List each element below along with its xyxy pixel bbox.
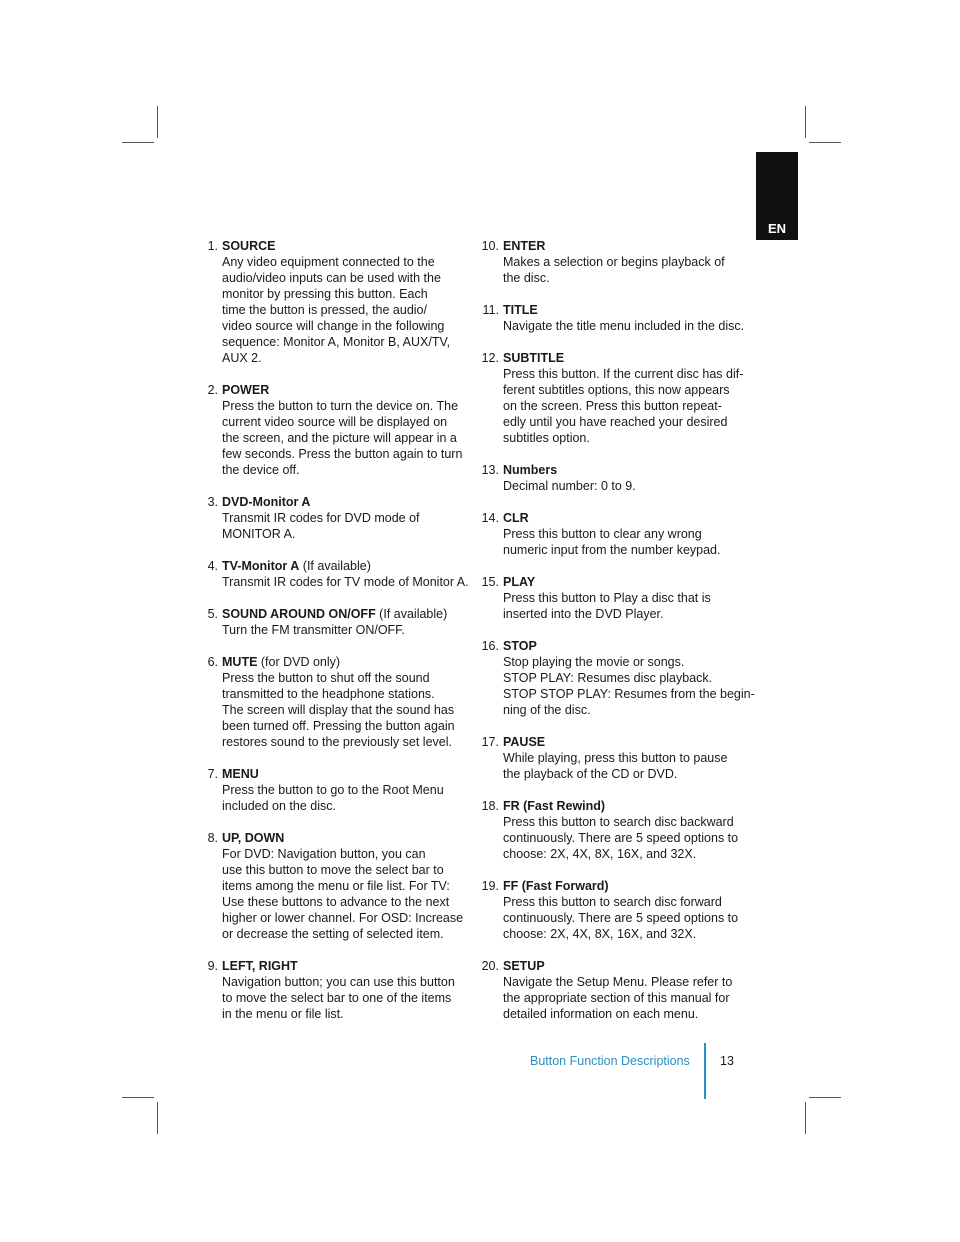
item-text-line: Navigation button; you can use this button [222, 975, 455, 989]
language-tab-label: EN [767, 221, 787, 236]
item-text-line: use this button to move the select bar to [222, 863, 444, 877]
item-text-line: included on the disc. [222, 799, 336, 813]
item-text-line: ferent subtitles options, this now appears [503, 383, 730, 397]
item-body [499, 574, 740, 622]
list-item [200, 606, 470, 638]
item-title: STOP [503, 639, 537, 653]
item-body [218, 766, 470, 814]
item-body [499, 238, 740, 286]
item-heading [503, 462, 740, 478]
item-title: POWER [222, 383, 270, 397]
item-number: 5. [207, 607, 218, 621]
item-text-line: to move the select bar to one of the items [222, 991, 452, 1005]
list-item [200, 958, 470, 1022]
item-title: LEFT, RIGHT [222, 959, 298, 973]
footer-divider [704, 1043, 706, 1099]
item-heading [222, 606, 470, 622]
item-text-line: Transmit IR codes for TV mode of Monitor A. [222, 575, 469, 589]
item-number: 4. [207, 559, 218, 573]
list-item [200, 766, 470, 814]
item-text-line: Navigate the title menu included in the disc. [503, 319, 745, 333]
list-item [475, 302, 745, 334]
footer-section-label: Button Function Descriptions [530, 1054, 690, 1068]
item-text-line: Press this button to clear any wrong [503, 527, 702, 541]
item-body [499, 878, 740, 942]
item-text-line: monitor by pressing this button. Each [222, 287, 428, 301]
item-text-line: continuously. There are 5 speed options to [503, 831, 739, 845]
item-text-line: or decrease the setting of selected item. [222, 927, 444, 941]
item-number: 18. [481, 799, 499, 813]
list-item [475, 878, 740, 942]
item-number: 3. [207, 495, 218, 509]
item-body [218, 606, 470, 638]
item-title: PLAY [503, 575, 536, 589]
item-title: ENTER [503, 239, 546, 253]
item-title: PAUSE [503, 735, 546, 749]
item-title: SUBTITLE [503, 351, 565, 365]
item-body [499, 734, 740, 782]
item-text-line: few seconds. Press the button again to turn [222, 447, 463, 461]
item-text-line: Transmit IR codes for DVD mode of [222, 511, 420, 525]
item-text-line: choose: 2X, 4X, 8X, 16X, and 32X. [503, 847, 697, 861]
item-title-note: (If available) [299, 559, 371, 573]
item-title: FR (Fast Rewind) [503, 799, 606, 813]
item-text-line: time the button is pressed, the audio/ [222, 303, 427, 317]
crop-mark [809, 1097, 841, 1098]
item-text-line: Press this button. If the current disc has dif- [503, 367, 744, 381]
item-body [499, 958, 740, 1022]
item-text-line: the appropriate section of this manual for [503, 991, 730, 1005]
crop-mark [122, 1097, 154, 1098]
item-number: 2. [207, 383, 218, 397]
item-number: 6. [207, 655, 218, 669]
list-item [200, 558, 470, 590]
item-heading [222, 238, 470, 254]
page-number: 13 [720, 1054, 734, 1068]
item-text-line: higher or lower channel. For OSD: Increase [222, 911, 464, 925]
item-text-line: Press the button to turn the device on. The [222, 399, 459, 413]
item-heading [222, 830, 470, 846]
crop-mark [122, 142, 154, 143]
item-heading [503, 638, 755, 654]
item-text-line: Use these buttons to advance to the next [222, 895, 450, 909]
language-tab [756, 152, 798, 240]
item-text-line: items among the menu or file list. For TV: [222, 879, 450, 893]
item-title: SOUND AROUND ON/OFF [222, 607, 376, 621]
item-title: FF (Fast Forward) [503, 879, 609, 893]
item-body [499, 510, 740, 558]
item-heading [503, 798, 740, 814]
item-text-line: The screen will display that the sound has [222, 703, 455, 717]
item-text-line: been turned off. Pressing the button again [222, 719, 455, 733]
item-text-line: subtitles option. [503, 431, 590, 445]
item-text-line: STOP PLAY: Resumes disc playback. [503, 671, 713, 685]
item-heading [503, 510, 740, 526]
item-body [499, 302, 744, 334]
list-item [200, 830, 470, 942]
item-body [218, 654, 470, 750]
item-heading [503, 878, 740, 894]
item-heading [503, 350, 743, 366]
item-body [218, 238, 470, 366]
item-body [499, 638, 755, 718]
item-text-line: Stop playing the movie or songs. [503, 655, 685, 669]
crop-mark [157, 1102, 158, 1134]
item-text-line: choose: 2X, 4X, 8X, 16X, and 32X. [503, 927, 697, 941]
item-text-line: ning of the disc. [503, 703, 591, 717]
item-number: 17. [481, 735, 499, 749]
list-item [475, 462, 740, 494]
item-text-line: For DVD: Navigation button, you can [222, 847, 426, 861]
item-text-line: audio/video inputs can be used with the [222, 271, 441, 285]
item-text-line: While playing, press this button to pause [503, 751, 728, 765]
item-number: 15. [481, 575, 499, 589]
item-title: MUTE [222, 655, 258, 669]
item-title: TV-Monitor A [222, 559, 300, 573]
item-text-line: on the screen. Press this button repeat- [503, 399, 722, 413]
item-body [218, 830, 470, 942]
item-text-line: sequence: Monitor A, Monitor B, AUX/TV, [222, 335, 451, 349]
item-title: Numbers [503, 463, 558, 477]
item-text-line: Makes a selection or begins playback of [503, 255, 725, 269]
item-number: 19. [481, 879, 499, 893]
list-item [200, 382, 470, 478]
item-text-line: current video source will be displayed on [222, 415, 448, 429]
item-number: 9. [207, 959, 218, 973]
list-item [475, 238, 740, 286]
item-body [218, 558, 470, 590]
item-text-line: transmitted to the headphone stations. [222, 687, 435, 701]
item-title-note: (If available) [375, 607, 448, 621]
list-item [475, 510, 740, 558]
item-heading [222, 766, 470, 782]
item-text-line: restores sound to the previously set level. [222, 735, 452, 749]
item-text-line: edly until you have reached your desired [503, 415, 728, 429]
item-body [218, 382, 470, 478]
list-item [200, 238, 470, 366]
crop-mark [805, 106, 806, 138]
list-item [475, 734, 740, 782]
item-text-line: MONITOR A. [222, 527, 296, 541]
item-text-line: detailed information on each menu. [503, 1007, 699, 1021]
item-title: SOURCE [222, 239, 276, 253]
left-column [200, 238, 470, 1038]
item-heading [503, 238, 740, 254]
item-heading [222, 958, 470, 974]
item-text-line: Press this button to Play a disc that is [503, 591, 711, 605]
item-text-line: Press the button to go to the Root Menu [222, 783, 444, 797]
item-text-line: inserted into the DVD Player. [503, 607, 664, 621]
list-item [475, 798, 740, 862]
item-number: 1. [207, 239, 218, 253]
item-text-line: video source will change in the following [222, 319, 445, 333]
item-text-line: the screen, and the picture will appear in a [222, 431, 457, 445]
item-number: 20. [481, 959, 499, 973]
item-text-line: in the menu or file list. [222, 1007, 344, 1021]
item-title: DVD-Monitor A [222, 495, 311, 509]
item-title: TITLE [503, 303, 538, 317]
item-text-line: Any video equipment connected to the [222, 255, 435, 269]
item-body [499, 462, 740, 494]
list-item [475, 638, 755, 718]
item-title: SETUP [503, 959, 545, 973]
crop-mark [809, 142, 841, 143]
item-heading [503, 574, 740, 590]
item-title: MENU [222, 767, 259, 781]
item-body [218, 958, 470, 1022]
item-text-line: the device off. [222, 463, 300, 477]
item-text-line: continuously. There are 5 speed options to [503, 911, 739, 925]
right-column [475, 238, 755, 1038]
item-number: 7. [207, 767, 218, 781]
item-body [499, 798, 740, 862]
item-number: 14. [481, 511, 499, 525]
item-text-line: Press the button to shut off the sound [222, 671, 430, 685]
item-text-line: the playback of the CD or DVD. [503, 767, 678, 781]
item-heading [222, 654, 470, 670]
item-title-note: (for DVD only) [257, 655, 341, 669]
item-number: 16. [481, 639, 499, 653]
item-title: UP, DOWN [222, 831, 285, 845]
item-text-line: AUX 2. [222, 351, 262, 365]
item-title: CLR [503, 511, 529, 525]
item-text-line: Press this button to search disc backward [503, 815, 734, 829]
item-text-line: the disc. [503, 271, 550, 285]
item-text-line: Turn the FM transmitter ON/OFF. [222, 623, 405, 637]
item-heading [222, 494, 470, 510]
item-text-line: numeric input from the number keypad. [503, 543, 721, 557]
item-heading [222, 382, 470, 398]
item-heading [503, 302, 744, 318]
list-item [475, 350, 744, 446]
item-text-line: Navigate the Setup Menu. Please refer to [503, 975, 733, 989]
item-text-line: Press this button to search disc forward [503, 895, 722, 909]
crop-mark [805, 1102, 806, 1134]
item-text-line: Decimal number: 0 to 9. [503, 479, 636, 493]
item-number: 12. [481, 351, 499, 365]
list-item [200, 494, 470, 542]
item-body [218, 494, 470, 542]
item-number: 8. [207, 831, 218, 845]
list-item [200, 654, 470, 750]
item-heading [503, 958, 740, 974]
item-number: 11. [482, 303, 499, 317]
item-number: 10. [481, 239, 499, 253]
item-body [499, 350, 743, 446]
list-item [475, 574, 740, 622]
crop-mark [157, 106, 158, 138]
item-text-line: STOP STOP PLAY: Resumes from the begin- [503, 687, 755, 701]
item-heading [503, 734, 740, 750]
item-heading [222, 558, 470, 574]
item-number: 13. [481, 463, 499, 477]
list-item [475, 958, 740, 1022]
